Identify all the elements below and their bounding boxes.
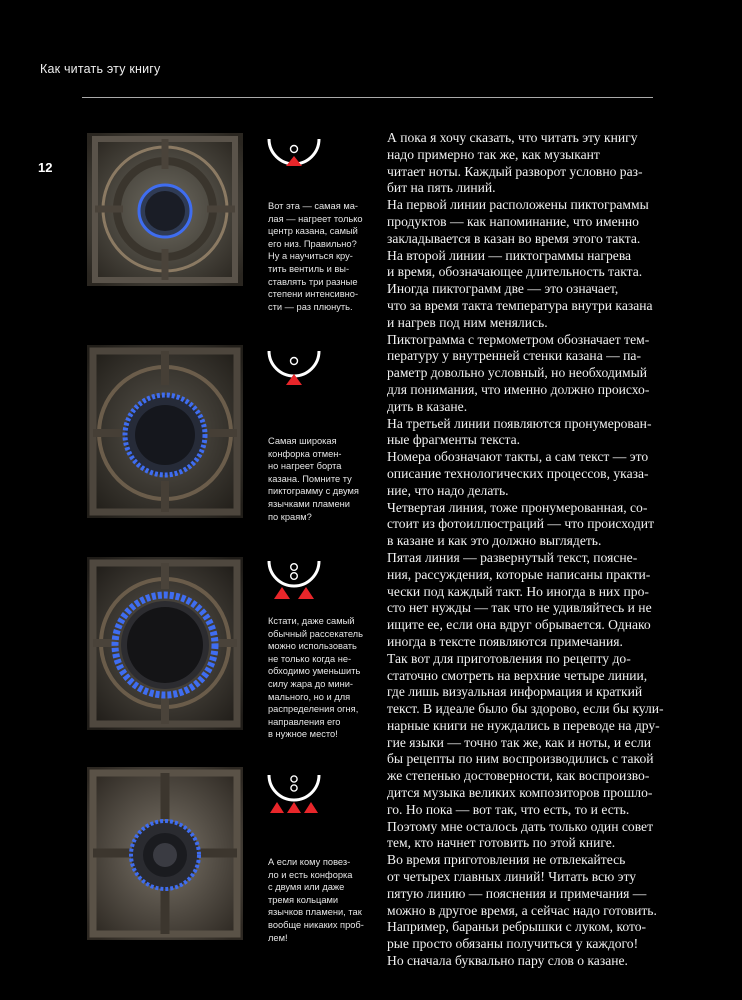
two-flame-pictogram-icon	[265, 557, 323, 603]
small-burner-icon	[87, 133, 243, 286]
caption-wide-burner: Самая широкая конфорка отмен- но нагреет борта казана. Помните ту пиктограмму с двумя язычками пламени по краям?	[268, 436, 359, 522]
burner-photo-ordinary	[87, 557, 243, 730]
burner-photo-triple-ring	[87, 767, 243, 940]
caption-small-burner: Вот эта — самая ма- лая — нагреет только центр казана, самый его низ. Правильно? Ну а научиться кру- тить вентиль и вы- ставлять три разные степени интенсивно- сти — раз плюнуть.	[268, 201, 363, 312]
paragraph: На первой линии расположены пиктограммы продуктов — как напоминание, что именно закладывается в казан во время этого такта.	[387, 197, 649, 246]
pictogram-two-flame	[265, 557, 323, 603]
one-flame-pictogram-icon	[265, 135, 323, 181]
paragraph: Например, бараньи ребрышки с луком, кото- рые просто обязаны получиться у каждого! Но сначала буквально пару слов о казане.	[387, 919, 647, 969]
paragraph: Номера обозначают такты, а сам текст — это описание технологических процессов, указа- ние, что надо делать.	[387, 449, 649, 498]
pictogram-two-flame-rings	[265, 347, 323, 393]
pictogram-three-flame	[265, 771, 323, 817]
paragraph: Пятая линия — развернутый текст, поясне- ния, рассуждения, которые написаны практи- чески под каждый такт. Но иногда в них про- сто нет нужды — так что не удивляйтесь и не ищите ее, если она вдруг обрывается. Однако иногда в тексте появляются примечания.	[387, 549, 652, 649]
triple-ring-burner-icon	[87, 767, 243, 940]
paragraph: На второй линии — пиктограммы нагрева и время, обозначающее длительность такта. Иногда пиктограмм две — это означает, что за время такта температура внутри казана и нагрев под ним менялись.	[387, 247, 653, 330]
burner-photo-wide	[87, 345, 243, 518]
three-flame-pictogram-icon	[265, 771, 323, 817]
paragraph: Пиктограмма с термометром обозначает тем- пературу у внутренней стенки казана — па- раметр довольно условный, но необходимый для понимания, что именно должно происхо- дить в казане.	[387, 331, 650, 414]
caption-triple-ring-burner: А если кому повез- ло и есть конфорка с двумя или даже тремя кольцами язычков пламени, так вообще никаких проб- лем!	[268, 857, 364, 943]
paragraph: А пока я хочу сказать, что читать эту книгу надо примерно так же, как музыкант читает ноты. Каждый разворот условно раз- бит на пять линий.	[387, 130, 643, 196]
ordinary-burner-icon	[87, 557, 243, 730]
caption-ordinary-burner: Кстати, даже самый обычный рассекатель можно использовать не только когда не- обходимо уменьшить силу жара до мини- мального, но и для распределения огня, направления его в нужное место!	[268, 616, 363, 740]
paragraph: Четвертая линия, тоже пронумерованная, со- стоит из фотоиллюстраций — что происходит в казане и как это должно выглядеть.	[387, 499, 655, 549]
paragraph: Так вот для приготовления по рецепту до- статочно смотреть на верхние четыре линии, где лишь визуальная информация и краткий текст. В идеале было бы здорово, если бы кули- нарные книги не нуждались в переводе на дру- гие языки — точно так же, как и ноты, и если бы рецепты по ним воспроизводились с такой же степенью достоверности, как воспроизво- дится музыка великих композиторов прошло- го. Но пока — вот так, что есть, то и есть.	[387, 650, 664, 817]
burner-photo-small	[87, 133, 243, 286]
wide-burner-icon	[87, 345, 243, 518]
header-title: Как читать эту книгу	[40, 62, 161, 76]
paragraph: Поэтому мне осталось дать только один совет тем, кто начнет готовить по этой книге.	[387, 818, 654, 851]
page-number: 12	[38, 160, 53, 175]
paragraph: На третьей линии появляются пронумерован- ные фрагменты текста.	[387, 415, 652, 448]
two-flame-rings-pictogram-icon	[265, 347, 323, 393]
main-text-column	[387, 130, 692, 970]
paragraph: Во время приготовления не отвлекайтесь от четырех главных линий! Читать всю эту пятую линию — пояснения и примечания — можно в другое время, а сейчас надо готовить.	[387, 852, 657, 918]
header-rule	[82, 97, 653, 98]
pictogram-one-flame	[265, 135, 323, 181]
